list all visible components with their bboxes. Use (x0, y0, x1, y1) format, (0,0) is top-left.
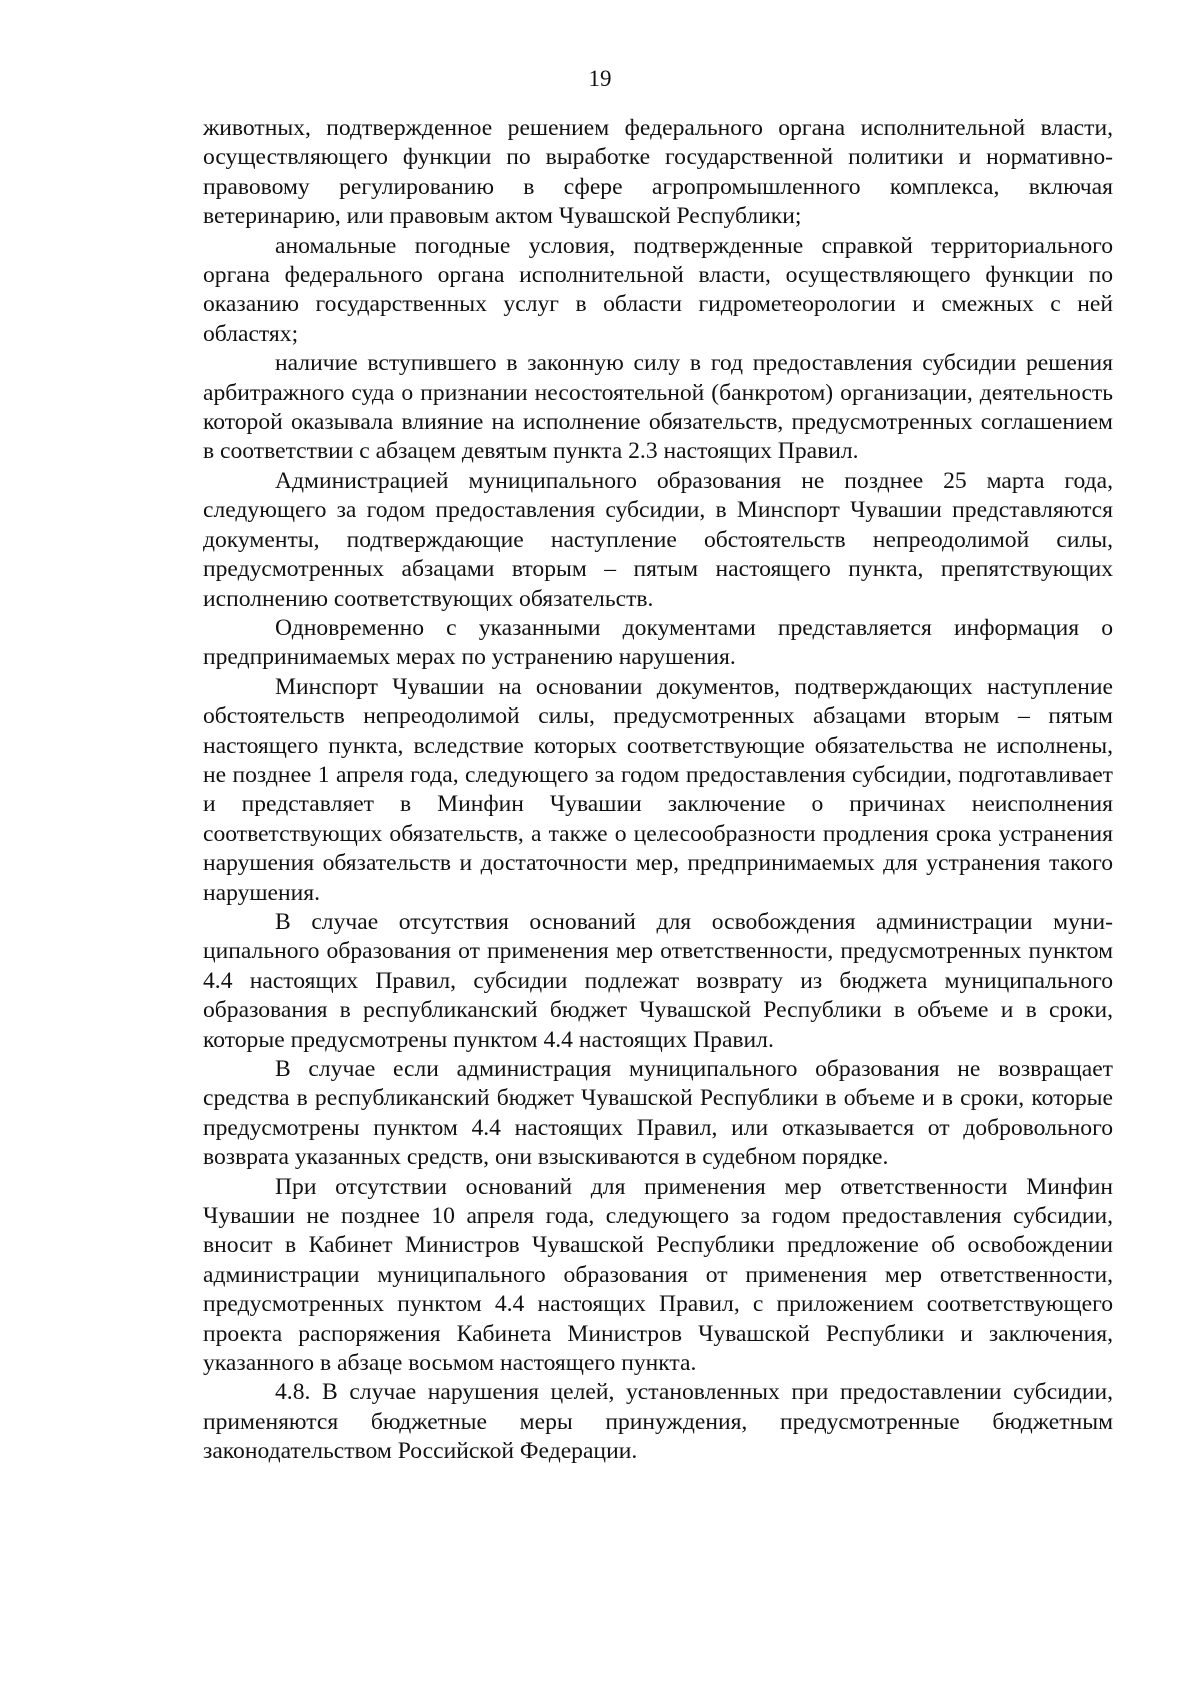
page-number: 19 (588, 66, 612, 91)
paragraph-6: Минспорт Чувашии на основании документов, подтверждающих наступление обстоятельств непреодолимой силы, предусмотренных абзацами вторым – пятым настоящего пункта, вследствие которых соответствующие обязательства не исполнены, не позднее 1 апреля года, следующего за годом предоставления субсидии, подготавливает и представляет в Минфин Чувашии заключение о причинах неисполнения соответствующих обязательств, а также о целесообразности продления срока устранения нарушения обязательств и достаточности мер, предпринимаемых для устранения такого нарушения. (203, 673, 1113, 906)
paragraph-9: При отсутствии оснований для применения мер ответственности Минфин Чувашии не позднее 10 апреля года, следующего за годом предоставления субсидии, вносит в Кабинет Министров Чувашской Республики предложение об освобождении администрации муниципального образования от применения мер ответственности, предусмотренных пунктом 4.4 настоящих Правил, с приложением соответствующего проекта распоряжения Кабинета Министров Чувашской Республики и заключения, указанного в абзаце восьмом настоящего пункта. (203, 1173, 1113, 1377)
paragraph-3: наличие вступившего в законную силу в год предоставления субсидии решения арбитражного суда о признании несостоятельной (банкротом) организации, деятельность которой оказывала влияние на исполнение обязательств, предусмотренных соглашением в соответствии с абзацем девятым пункта 2.3 настоящих Правил. (203, 350, 1113, 465)
paragraph-4: Администрацией муниципального образования не позднее 25 марта года, следующего за годом предоставления субсидии, в Минспорт Чувашии представляются документы, подтверждающие наступление обстоятельств непреодолимой силы, предусмотренных абзацами вторым – пятым настоящего пункта, препятствующих исполнению соответствующих обязательств. (203, 467, 1113, 612)
paragraph-10: 4.8. В случае нарушения целей, установленных при предоставлении субсидии, применяются бюджетные меры принуждения, предусмотренные бюджетным законодательством Российской Федерации. (203, 1379, 1113, 1465)
paragraph-8: В случае если администрация муниципального образования не возвращает средства в республиканский бюджет Чувашской Республики в объеме и в сроки, которые предусмотрены пунктом 4.4 настоящих Правил, или отказывается от добровольного возврата указанных средств, они взыскиваются в судебном порядке. (203, 1056, 1113, 1171)
paragraph-7: В случае отсутствия оснований для освобождения администрации муниципального образования от применения мер ответственности, предусмотренных пунктом 4.4 настоящих Правил, субсидии подлежат возврату из бюджета муниципального образования в республиканский бюджет Чувашской Республики в объеме и в сроки, которые предусмотрены пунктом 4.4 настоящих Правил. (203, 908, 1113, 1053)
document-body (203, 114, 1113, 1467)
paragraph-2: аномальные погодные условия, подтвержденные справкой территориального органа федерального органа исполнительной власти, осуществляющего функции по оказанию государственных услуг в области гидрометеорологии и смежных с ней областях; (203, 232, 1113, 347)
paragraph-5: Одновременно с указанными документами представляется информация о предпринимаемых мерах по устранению нарушения. (203, 614, 1113, 671)
paragraph-1: животных, подтвержденное решением федерального органа исполнительной власти, осуществляющего функции по выработке государственной политики и нормативно-правовому регулированию в сфере агропромышленного комплекса, включая ветеринарию, или правовым актом Чувашской Республики; (203, 115, 1113, 230)
